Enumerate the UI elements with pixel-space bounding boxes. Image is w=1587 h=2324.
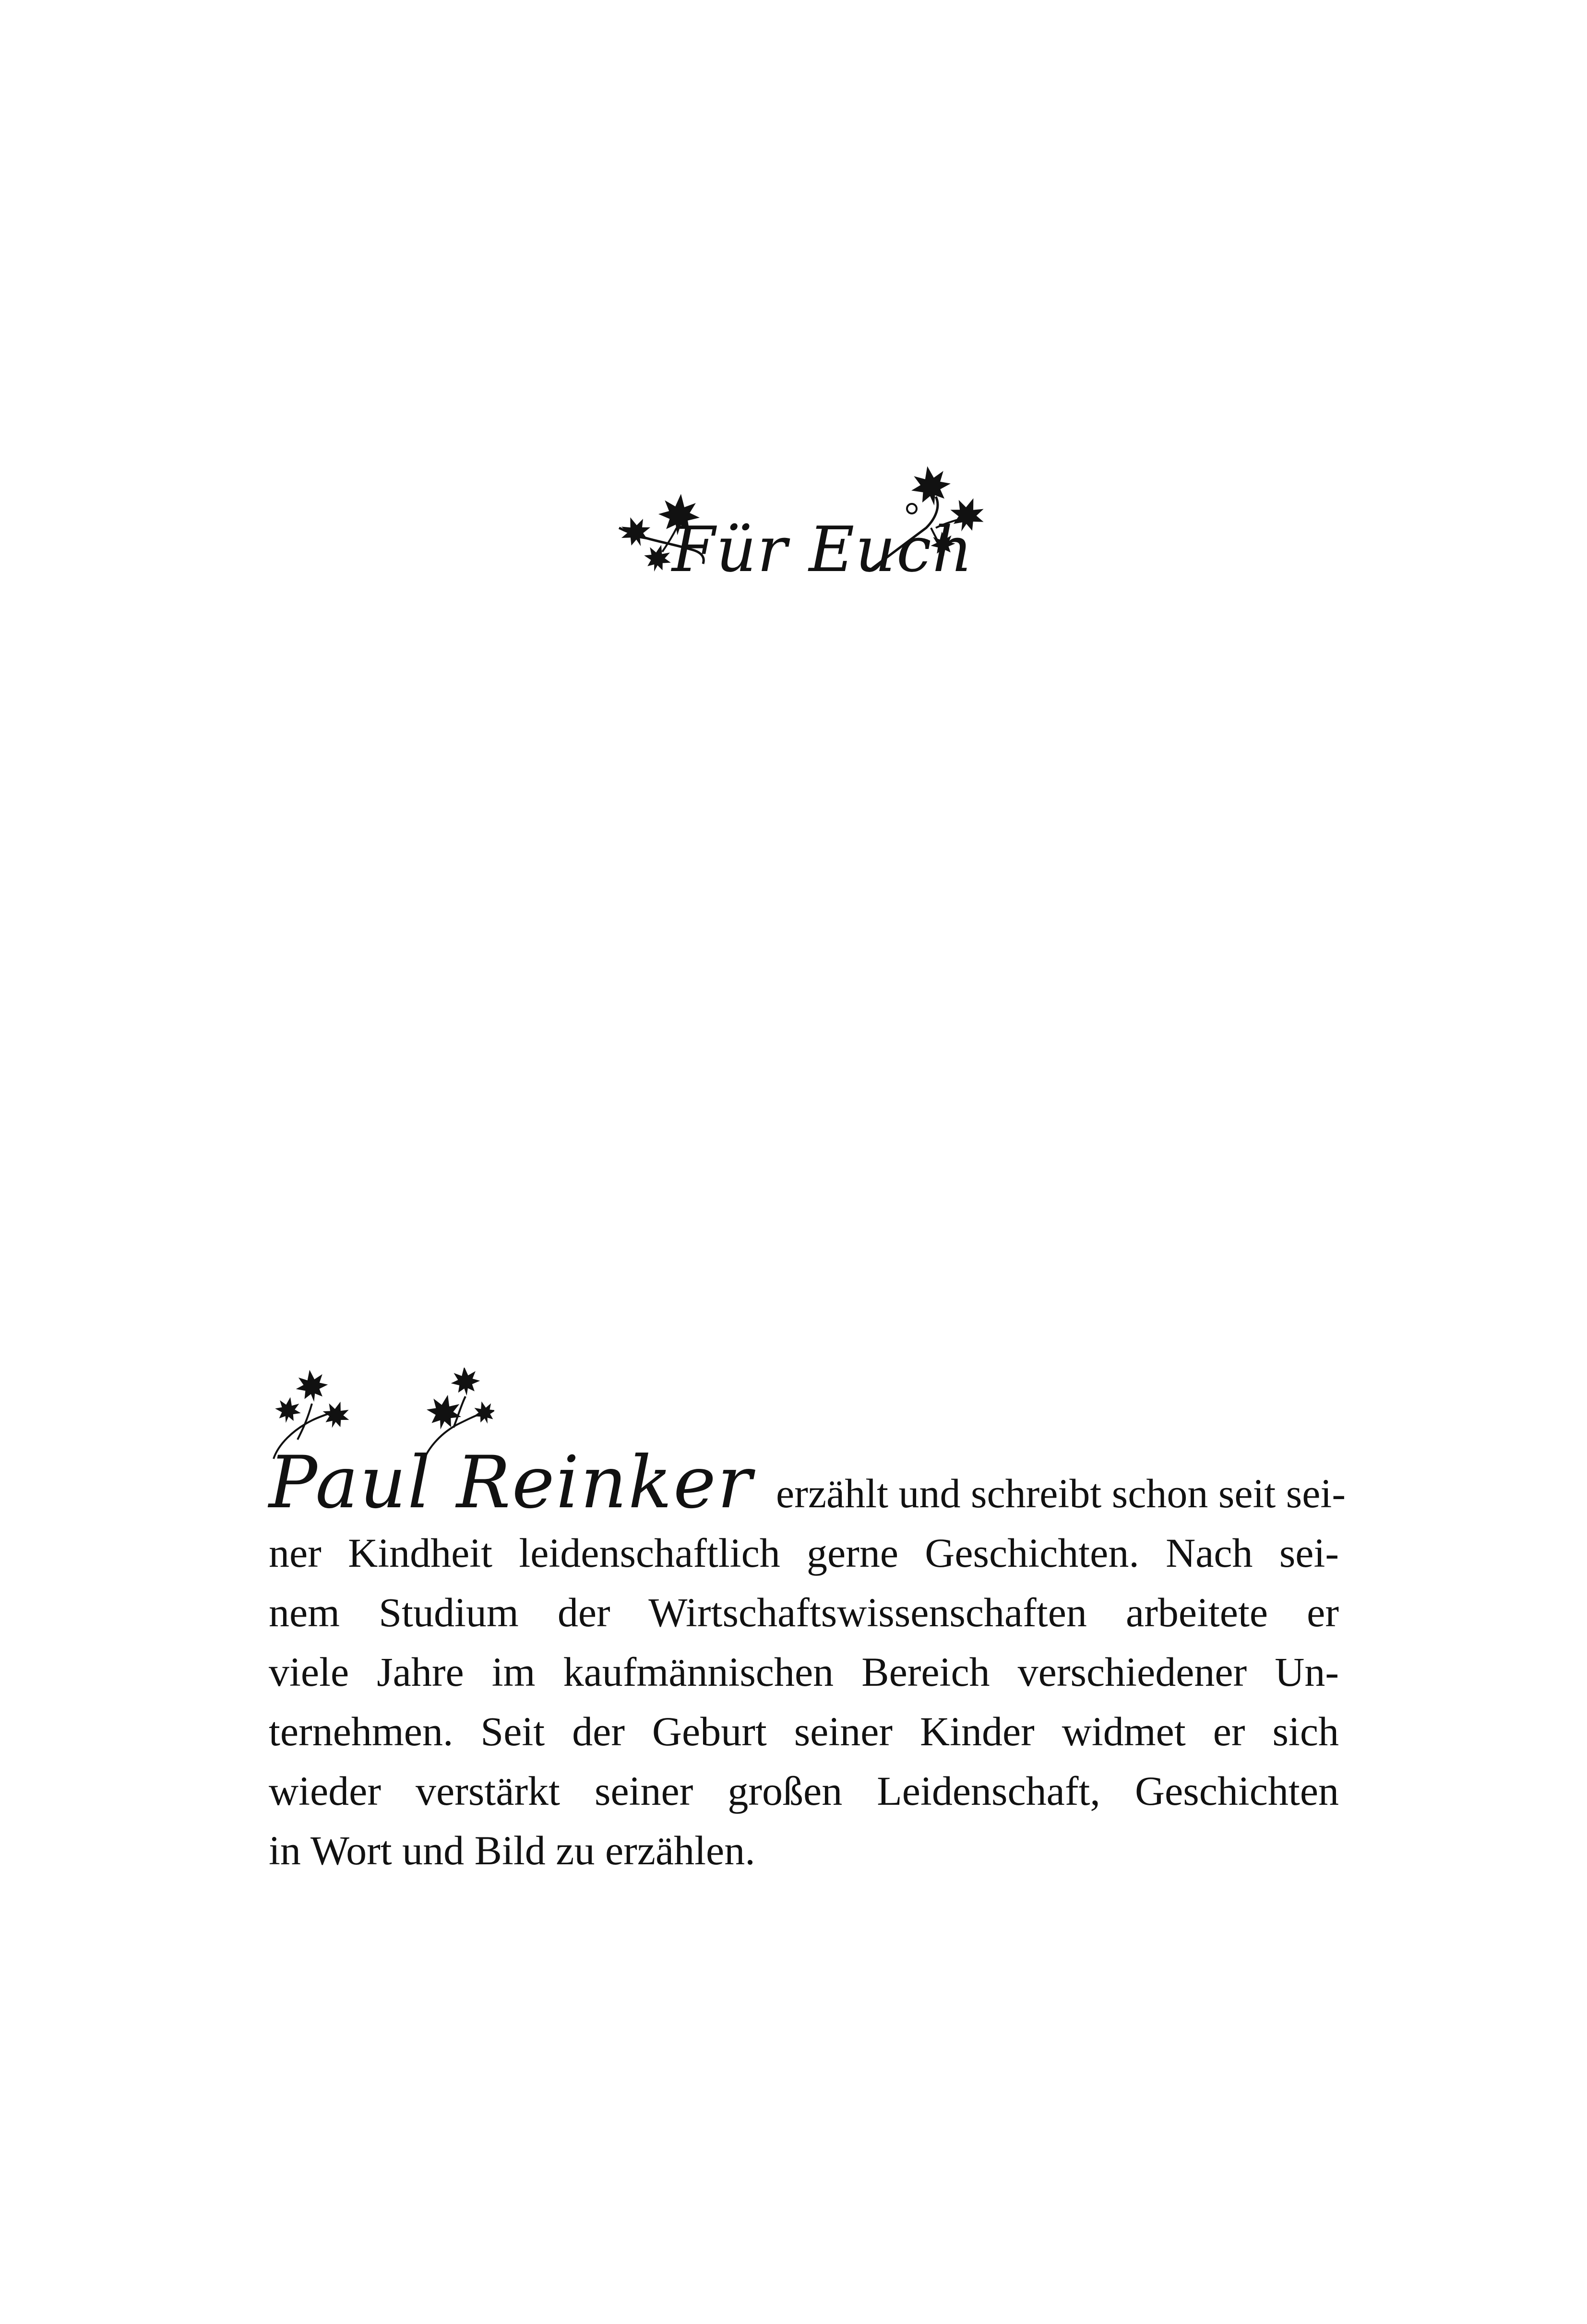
bio-line-2: ner Kindheit leidenschaftlich gerne Geschichten. Nach sei- bbox=[269, 1530, 1339, 1576]
bio-line-7: in Wort und Bild zu erzählen. bbox=[269, 1827, 755, 1873]
bio-line-6: wieder verstärkt seiner großen Leidenschaft, Geschichten bbox=[269, 1768, 1339, 1814]
bio-line-text: erzählt und schreibt schon seit sei- bbox=[776, 1470, 1346, 1516]
bio-line-3: nem Studium der Wirtschaftswissenschaften arbeitete er bbox=[269, 1589, 1339, 1635]
bio-line-1 bbox=[269, 1441, 1346, 1525]
author-name: Paul Reinker bbox=[269, 1441, 753, 1525]
dedication-text: Für Euch bbox=[672, 513, 974, 586]
maple-leaf-vine-icon bbox=[264, 1368, 494, 1468]
bio-line-5: ternehmen. Seit der Geburt seiner Kinder widmet er sich bbox=[269, 1708, 1339, 1754]
dedication-block bbox=[600, 461, 993, 614]
author-bio bbox=[269, 1377, 1346, 1880]
bio-line-4: viele Jahre im kaufmännischen Bereich verschiedener Un- bbox=[269, 1649, 1339, 1695]
